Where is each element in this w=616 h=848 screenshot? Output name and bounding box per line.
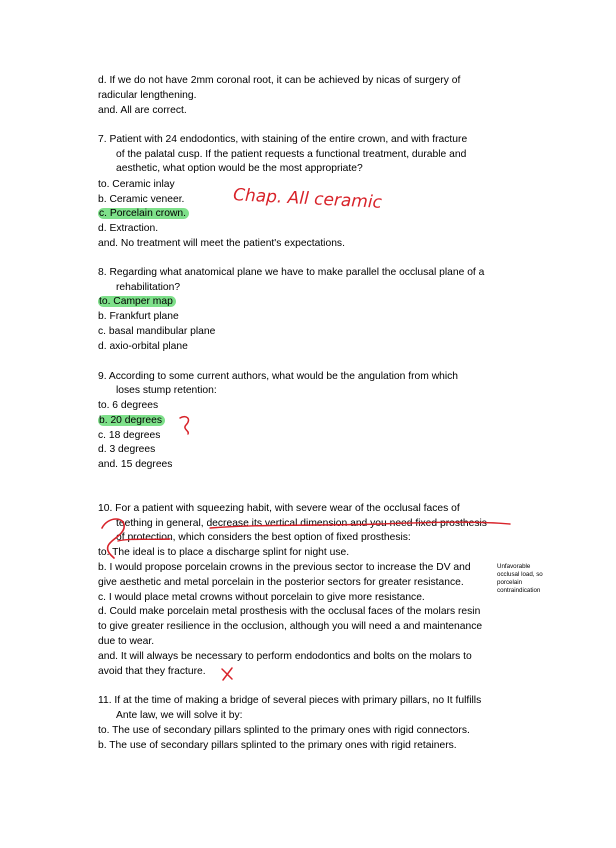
q10-side-note-line1: Unfavorable [497,563,531,570]
q10-option-a: to. The ideal is to place a discharge splint for night use. [98,547,350,558]
prev-option-e: and. All are correct. [98,105,187,116]
q10-option-b-line1: b. I would propose porcelain crowns in the previous sector to increase the DV and [98,562,471,573]
q10-option-d-line1: d. Could make porcelain metal prosthesis with the occlusal faces of the molars resin [98,606,481,617]
q8-stem-line1: 8. Regarding what anatomical plane we have to make parallel the occlusal plane of a [98,267,485,278]
q7-option-c-highlight: c. Porcelain crown. [98,208,189,219]
q10-stem-line3: of protection, which considers the best option of fixed prosthesis: [116,532,411,543]
q10-question-mark-scribble [102,519,124,558]
q8-option-b: b. Frankfurt plane [98,311,179,322]
q7-handwritten-note: Chap. All ceramic [232,185,383,213]
q10-option-d-line2: to give greater resilience in the occlusion, although you will need a and maintenance [98,621,483,632]
q7-stem-line1: 7. Patient with 24 endodontics, with staining of the entire crown, and with fracture [98,134,468,145]
q7-option-d: d. Extraction. [98,223,159,234]
q10-side-note-line3: porcelain [497,579,523,586]
prev-option-d-line1: d. If we do not have 2mm coronal root, it can be achieved by nicas of surgery of [98,75,461,86]
q11-stem-line1: 11. If at the time of making a bridge of several pieces with primary pillars, no It fulfills [98,695,482,706]
q10-underline-scribble-2 [118,539,170,541]
q10-option-e-line1: and. It will always be necessary to perform endodontics and bolts on the molars to [98,651,472,662]
q7-option-b: b. Ceramic veneer. [98,194,185,205]
q7-stem-line2: of the palatal cusp. If the patient requests a functional treatment, durable and [116,149,467,160]
q8-option-a-highlight: to. Camper map [98,296,176,307]
q7-option-a: to. Ceramic inlay [98,179,175,190]
q10-option-e-line2: avoid that they fracture. [98,666,206,677]
q10-underline-scribble-1 [210,522,510,528]
q9-question-mark-scribble [180,417,188,434]
q10-stem-line2: teething in general, decrease its vertical dimension and you need fixed prosthesis [116,518,487,529]
prev-option-d-line2: radicular lengthening. [98,90,197,101]
q9-option-c: c. 18 degrees [98,430,161,441]
q11-stem-line2: Ante law, we will solve it by: [116,710,243,721]
q10-side-note-line2: occlusal load, so [497,571,543,578]
q10-side-note-line4: contraindication [497,587,541,594]
q9-option-a: to. 6 degrees [98,400,159,411]
q8-stem-line2: rehabilitation? [116,282,181,293]
q7-option-e: and. No treatment will meet the patient's expectations. [98,238,345,249]
q9-option-d: d. 3 degrees [98,444,156,455]
q8-option-d: d. axio-orbital plane [98,341,188,352]
q8-option-c: c. basal mandibular plane [98,326,216,337]
q10-option-b-line2: give aesthetic and metal porcelain in the posterior sectors for greater resistance. [98,577,464,588]
q10-option-d-line3: due to wear. [98,636,155,647]
q11-option-a: to. The use of secondary pillars splinted to the primary ones with rigid connectors. [98,725,470,736]
q7-stem-line3: aesthetic, what option would be the most appropriate? [116,163,363,174]
q10-cross-mark [222,668,232,680]
q9-stem-line1: 9. According to some current authors, what would be the angulation from which [98,371,459,382]
q9-option-b-highlight: b. 20 degrees [98,415,165,426]
q9-stem-line2: loses stump retention: [116,385,217,396]
q10-option-c: c. I would place metal crowns without porcelain to give more resistance. [98,592,425,603]
q11-option-b: b. The use of secondary pillars splinted to the primary ones with rigid retainers. [98,740,457,751]
q9-option-e: and. 15 degrees [98,459,173,470]
q10-stem-line1: 10. For a patient with squeezing habit, with severe wear of the occlusal faces of [98,503,460,514]
